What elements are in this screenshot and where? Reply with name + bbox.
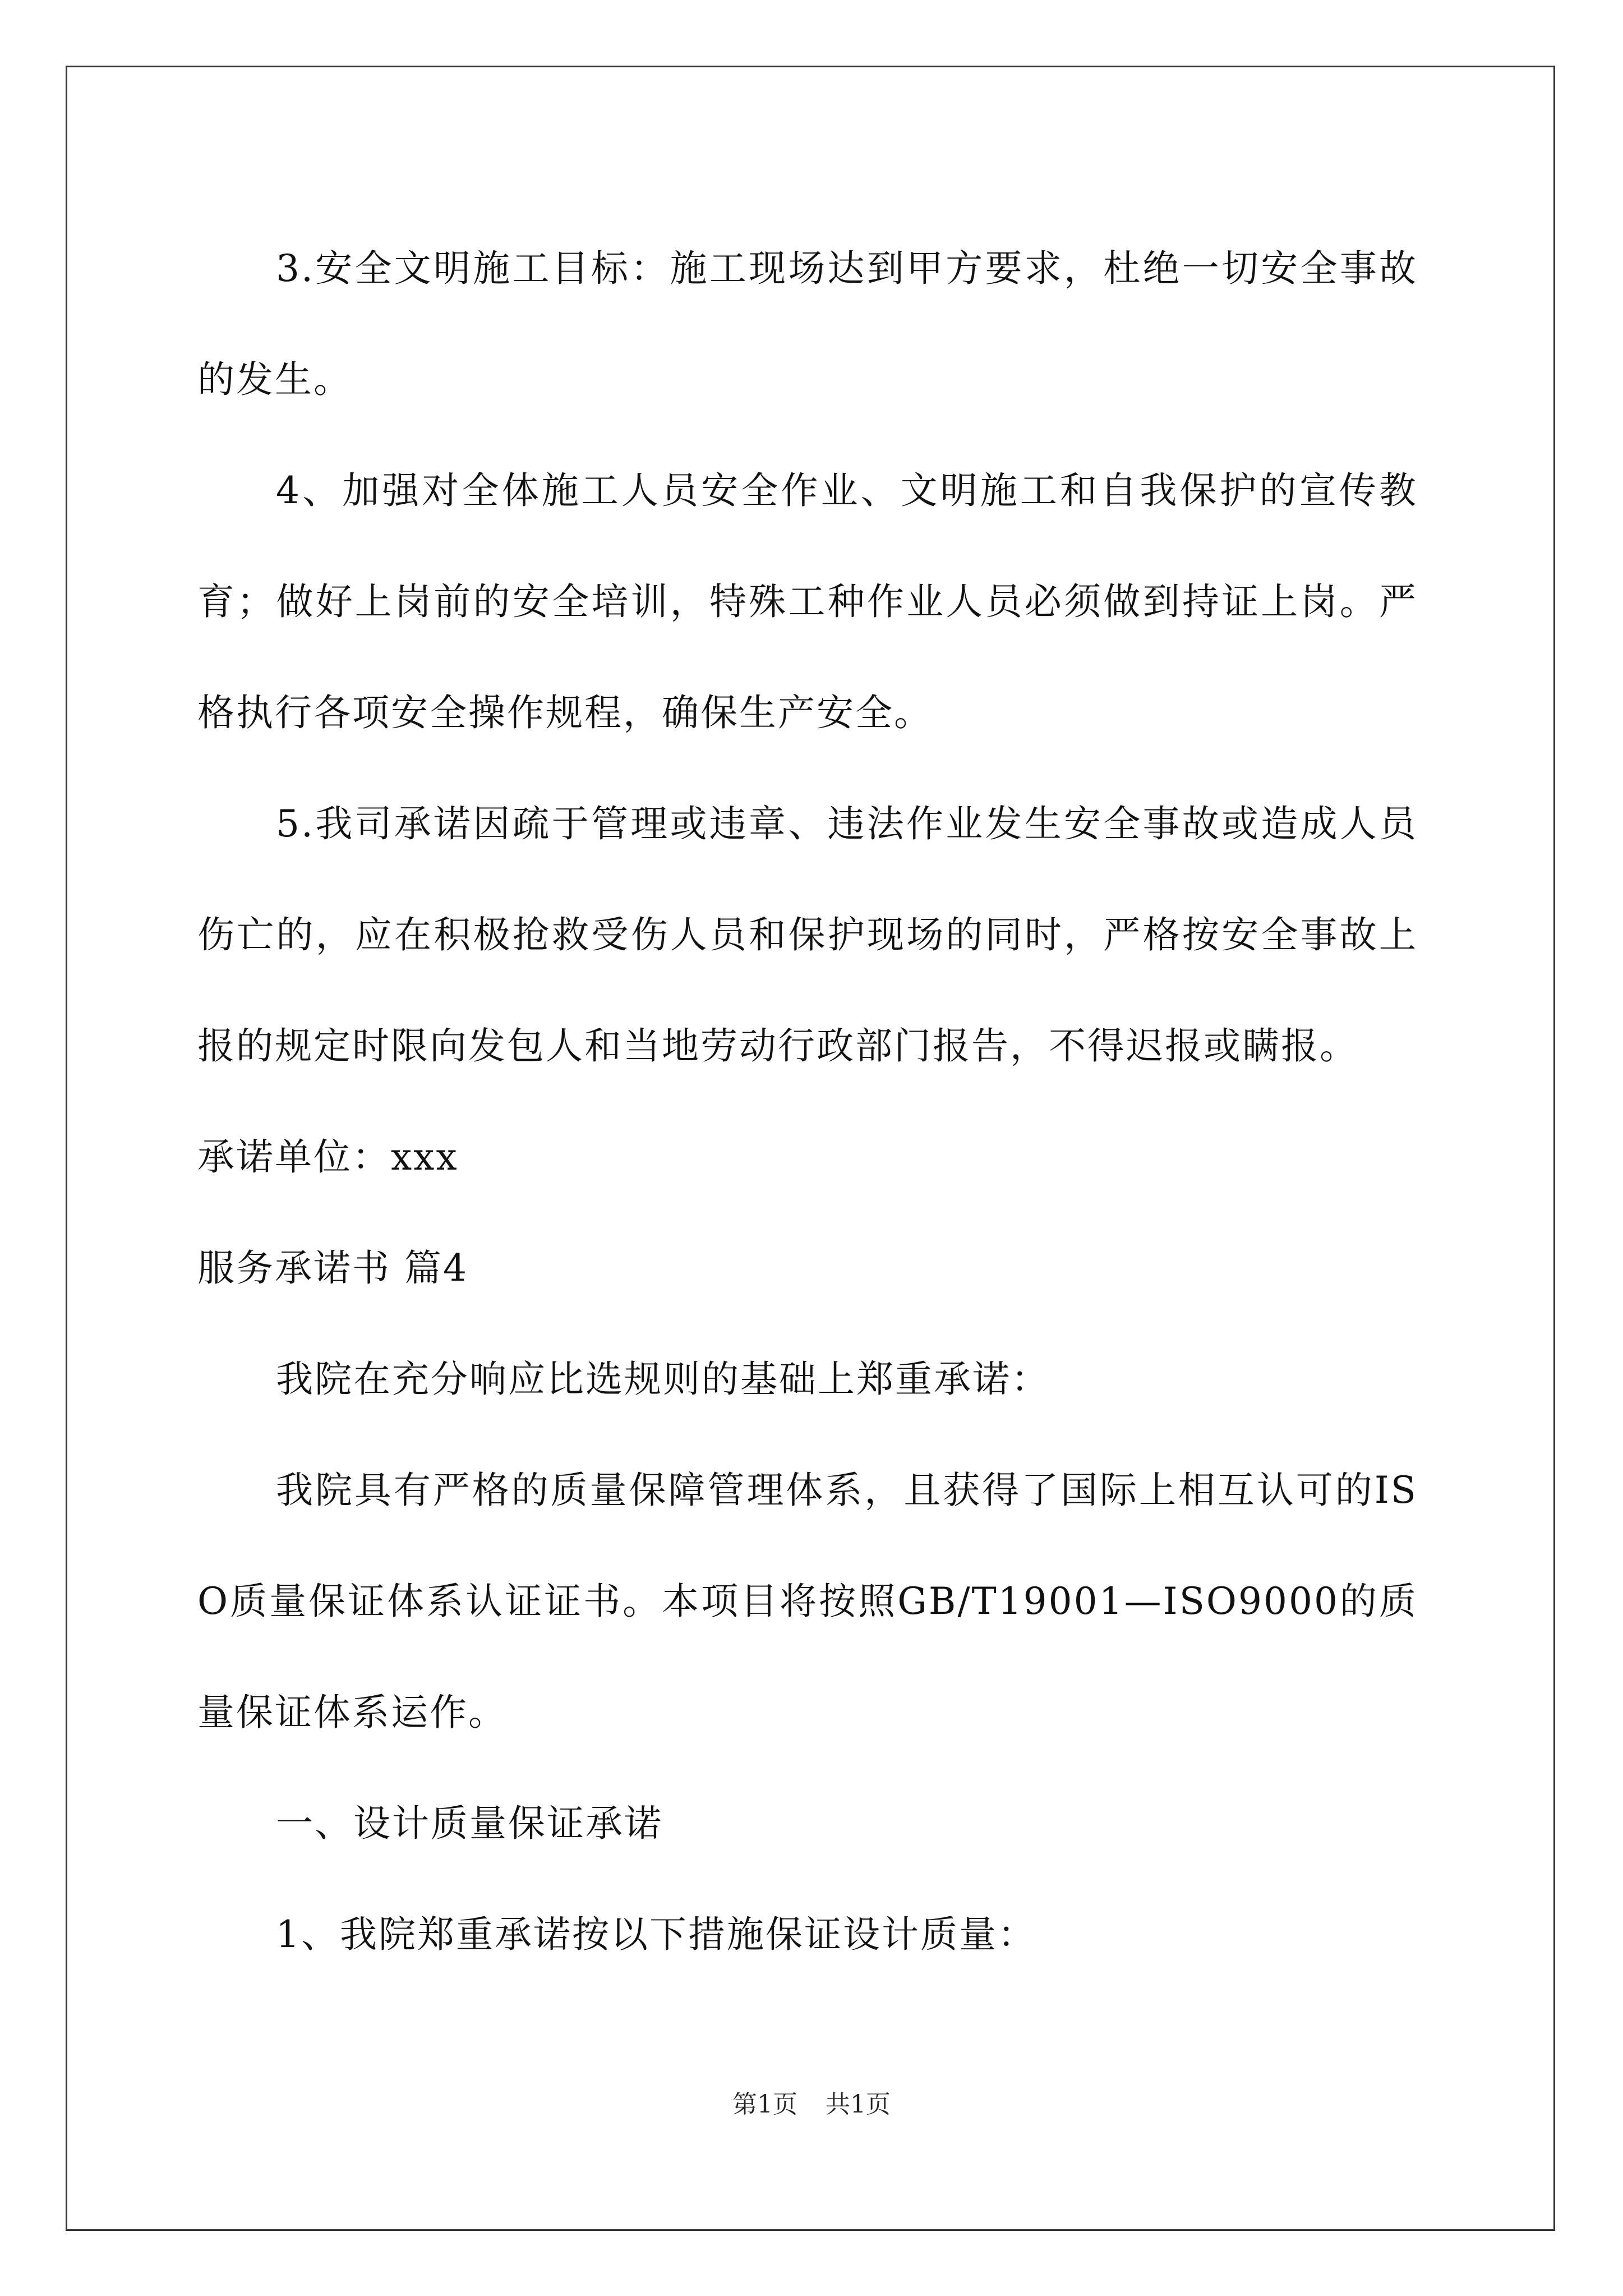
document-body bbox=[197, 213, 1418, 1990]
section-heading: 服务承诺书 篇4 bbox=[197, 1246, 468, 1290]
committing-unit: 承诺单位：xxx bbox=[197, 1135, 459, 1179]
paragraph-measures: 1、我院郑重承诺按以下措施保证设计质量： bbox=[276, 1913, 1036, 1956]
paragraph-accident-report: 5.我司承诺因疏于管理或违章、违法作业发生安全事故或造成人员伤亡的，应在积极抢救受伤人员和保护现场的同时，严格按安全事故上报的规定时限向发包人和当地劳动行政部门报告，不得迟报或瞒报。 bbox=[197, 802, 1418, 1068]
paragraph-commitment-intro: 我院在充分响应比选规则的基础上郑重承诺： bbox=[276, 1358, 1050, 1401]
page-number-current: 第1页 bbox=[732, 2090, 797, 2119]
paragraph-safety-goal: 3.安全文明施工目标：施工现场达到甲方要求，杜绝一切安全事故的发生。 bbox=[197, 247, 1418, 401]
subheading-design-quality: 一、设计质量保证承诺 bbox=[276, 1802, 663, 1845]
paragraph-safety-education: 4、加强对全体施工人员安全作业、文明施工和自我保护的宣传教育；做好上岗前的安全培训，特殊工种作业人员必须做到持证上岗。严格执行各项安全操作规程，确保生产安全。 bbox=[197, 469, 1418, 734]
page-footer bbox=[0, 2084, 1623, 2120]
page-number-total: 共1页 bbox=[826, 2090, 891, 2119]
paragraph-quality-system: 我院具有严格的质量保障管理体系，且获得了国际上相互认可的ISO质量保证体系认证证书。本项目将按照GB/T19001—ISO9000的质量保证体系运作。 bbox=[197, 1469, 1418, 1734]
